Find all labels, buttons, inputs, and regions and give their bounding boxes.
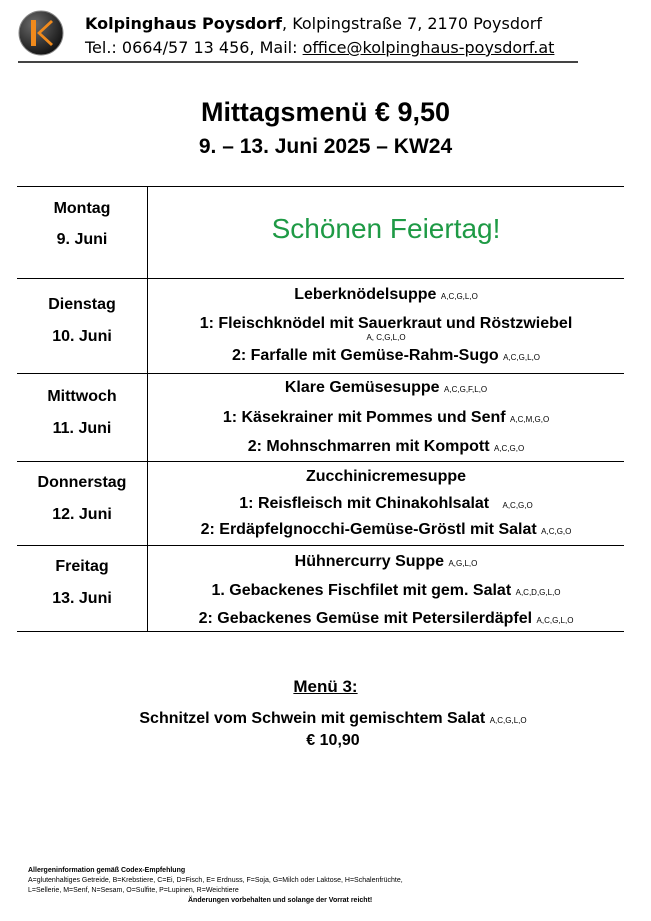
header-address-line [85,14,542,33]
address: , Kolpingstraße 7, 2170 Poysdorf [282,14,542,33]
day-date: 10. Juni [52,328,112,345]
kolping-logo-icon [18,10,64,56]
letterhead [18,10,578,62]
allergen-codes: A,C,D,G,L,O [515,588,561,597]
day-date: 9. Juni [56,231,108,248]
menu3-heading [0,677,651,697]
allergen-codes: A, C,G,L,O [366,333,406,342]
allergen-codes: A,C,G,L,O [503,353,541,362]
day-row-monday [17,187,624,279]
soup-line: Zucchinicremesuppe [305,468,467,485]
day-row-thursday [17,462,624,546]
weekly-menu-table [17,186,624,632]
day-date: 13. Juni [52,590,112,607]
day-cell [17,546,148,632]
dish2-line [148,437,624,458]
day-cell [17,374,148,462]
allergen-footer [28,866,403,906]
day-cell [17,279,148,374]
menu3-price: € 10,90 [306,732,360,749]
dish-name: 1. Gebackenes Fischfilet mit gem. Salat [211,582,512,599]
allergen-legend-1: A=glutenhaltiges Getreide, B=Krebstiere, C=Ei, D=Fisch, E= Erdnuss, F=Soja, G=Milch oder Laktose, H=Schalenfrüchte, [28,877,403,884]
dish-name: 2: Gebackenes Gemüse mit Petersilerdäpfel [198,610,533,627]
header-divider [18,61,578,63]
day-date: 11. Juni [52,420,112,437]
day-name: Donnerstag [37,474,127,491]
day-name: Freitag [55,558,109,575]
allergen-codes: A,C,G,O [494,444,525,453]
email-link[interactable]: office@kolpinghaus-poysdorf.at [302,38,555,57]
holiday-message: Schönen Feiertag! [271,213,501,244]
day-cell [17,462,148,546]
dish-cell [148,187,625,279]
allergen-codes: A,C,G,O [541,527,572,536]
allergen-codes: A,C,G,O [502,501,533,510]
day-name: Mittwoch [47,388,117,405]
allergen-codes: A,C,G,L,O [440,292,478,301]
menu3-dish [0,710,651,728]
soup-name: Hühnercurry Suppe [294,553,444,570]
menu-title: Mittagsmenü € 9,50 [200,97,451,127]
dish2-line [148,520,624,541]
soup-line [148,378,624,399]
allergen-codes: A,C,G,L,O [489,716,527,725]
day-name: Dienstag [48,296,116,313]
day-cell [17,187,148,279]
allergen-codes: A,C,M,G,O [510,415,550,424]
dish-name: 2: Erdäpfelgnocchi-Gemüse-Gröstl mit Salat [200,521,537,538]
dish-cell [148,374,625,462]
dish1-line: 1: Fleischknödel mit Sauerkraut und Röstzwiebel [199,315,573,332]
day-row-wednesday [17,374,624,462]
dish2-line [148,609,624,630]
allergen-codes: A,C,G,L,O [536,616,574,625]
soup-name: Leberknödelsuppe [294,286,437,303]
soup-line [148,552,624,573]
allergen-legend-2: L=Sellerie, M=Senf, N=Sesam, O=Sulfite, P=Lupinen, R=Weichtiere [28,887,239,894]
dish-cell [148,279,625,374]
dish-cell [148,462,625,546]
day-row-tuesday [17,279,624,374]
day-name: Montag [53,200,111,217]
soup-line [148,285,624,306]
day-date: 12. Juni [52,506,112,523]
menu-week: 9. – 13. Juni 2025 – KW24 [198,135,453,158]
dish-cell [148,546,625,632]
dish1-line [148,494,624,515]
day-row-friday [17,546,624,632]
dish-name: 1: Reisfleisch mit Chinakohlsalat [239,495,490,512]
soup-name: Klare Gemüsesuppe [284,379,440,396]
dish2-line [148,346,624,367]
allergen-codes: A,G,L,O [448,559,478,568]
dish-name: 2: Farfalle mit Gemüse-Rahm-Sugo [231,347,499,364]
header-contact-line [85,38,554,57]
menu3-heading-text: Menü 3: [293,677,358,696]
footer-heading: Allergeninformation gemäß Codex-Empfehlung [28,867,186,874]
dish-name: 2: Mohnschmarren mit Kompott [247,438,490,455]
dish-name: 1: Käsekrainer mit Pommes und Senf [222,409,506,426]
disclaimer: Änderungen vorbehalten und solange der Vorrat reicht! [188,897,373,904]
dish1-line [148,408,624,429]
phone: Tel.: 0664/57 13 456, Mail: [85,38,303,57]
dish-name: Schnitzel vom Schwein mit gemischtem Salat [139,710,486,727]
dish1-line [148,581,624,602]
allergen-codes: A,C,G,F,L,O [444,385,488,394]
business-name: Kolpinghaus Poysdorf [85,14,283,33]
